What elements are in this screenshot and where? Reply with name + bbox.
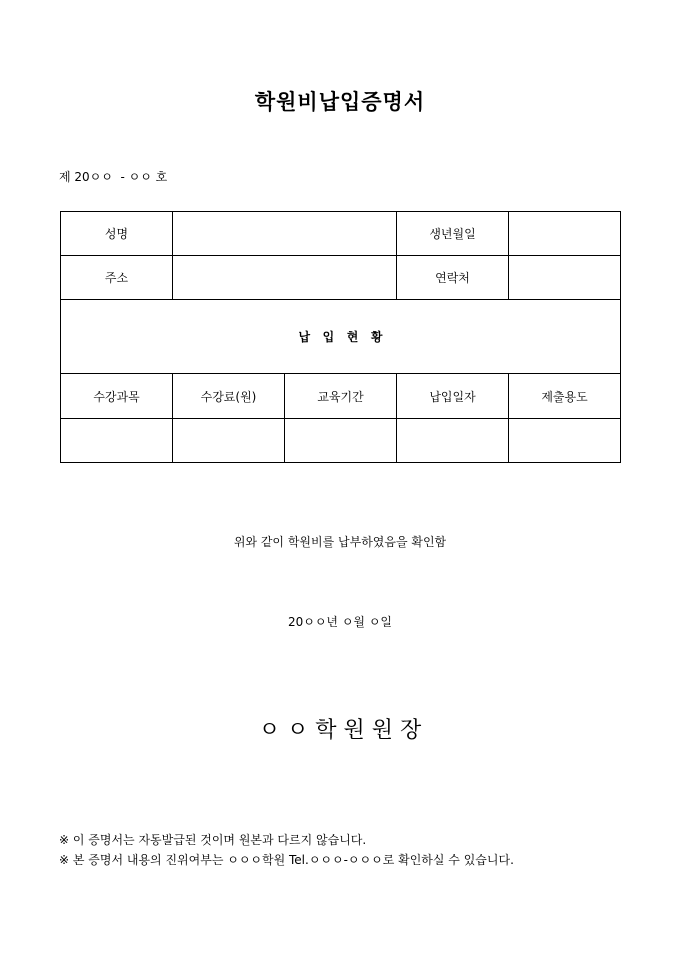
name-value-cell[interactable] <box>173 212 397 256</box>
payment-date-value-cell[interactable] <box>397 419 509 463</box>
table-row-name <box>61 212 621 256</box>
table-header-row <box>61 374 621 419</box>
issuer-name: ㅇ ㅇ 학 원 원 장 <box>258 718 422 743</box>
course-value-cell[interactable] <box>61 419 173 463</box>
footnote-auto-issued: ※ 이 증명서는 자동발급된 것이며 원본과 다르지 않습니다. <box>59 833 367 847</box>
confirmation-statement: 위와 같이 학원비를 납부하였음을 확인함 <box>233 535 447 549</box>
purpose-value-cell[interactable] <box>509 419 621 463</box>
header-period: 교육기간 <box>285 374 397 419</box>
footnote-verification: ※ 본 증명서 내용의 진위여부는 ㅇㅇㅇ학원 Tel.ㅇㅇㅇ-ㅇㅇㅇ로 확인하실 수 있습니다. <box>59 853 514 867</box>
issue-date: 20ㅇㅇ년 ㅇ월 ㅇ일 <box>287 615 393 629</box>
table-row <box>61 419 621 463</box>
table-row-address <box>61 256 621 300</box>
document-title: 학원비납입증명서 <box>254 89 426 114</box>
name-label: 성명 <box>61 212 173 256</box>
header-tuition: 수강료(원) <box>173 374 285 419</box>
header-purpose: 제출용도 <box>509 374 621 419</box>
certificate-table <box>60 211 621 463</box>
birth-date-value-cell[interactable] <box>509 212 621 256</box>
tuition-value-cell[interactable] <box>173 419 285 463</box>
address-value-cell[interactable] <box>173 256 397 300</box>
payment-status-heading: 납 입 현 황 <box>61 300 621 374</box>
header-payment-date: 납입일자 <box>397 374 509 419</box>
period-value-cell[interactable] <box>285 419 397 463</box>
table-row-section <box>61 300 621 374</box>
address-label: 주소 <box>61 256 173 300</box>
birth-date-label: 생년월일 <box>397 212 509 256</box>
document-number: 제 20ㅇㅇ - ㅇㅇ 호 <box>59 170 168 184</box>
contact-value-cell[interactable] <box>509 256 621 300</box>
header-course: 수강과목 <box>61 374 173 419</box>
contact-label: 연락처 <box>397 256 509 300</box>
